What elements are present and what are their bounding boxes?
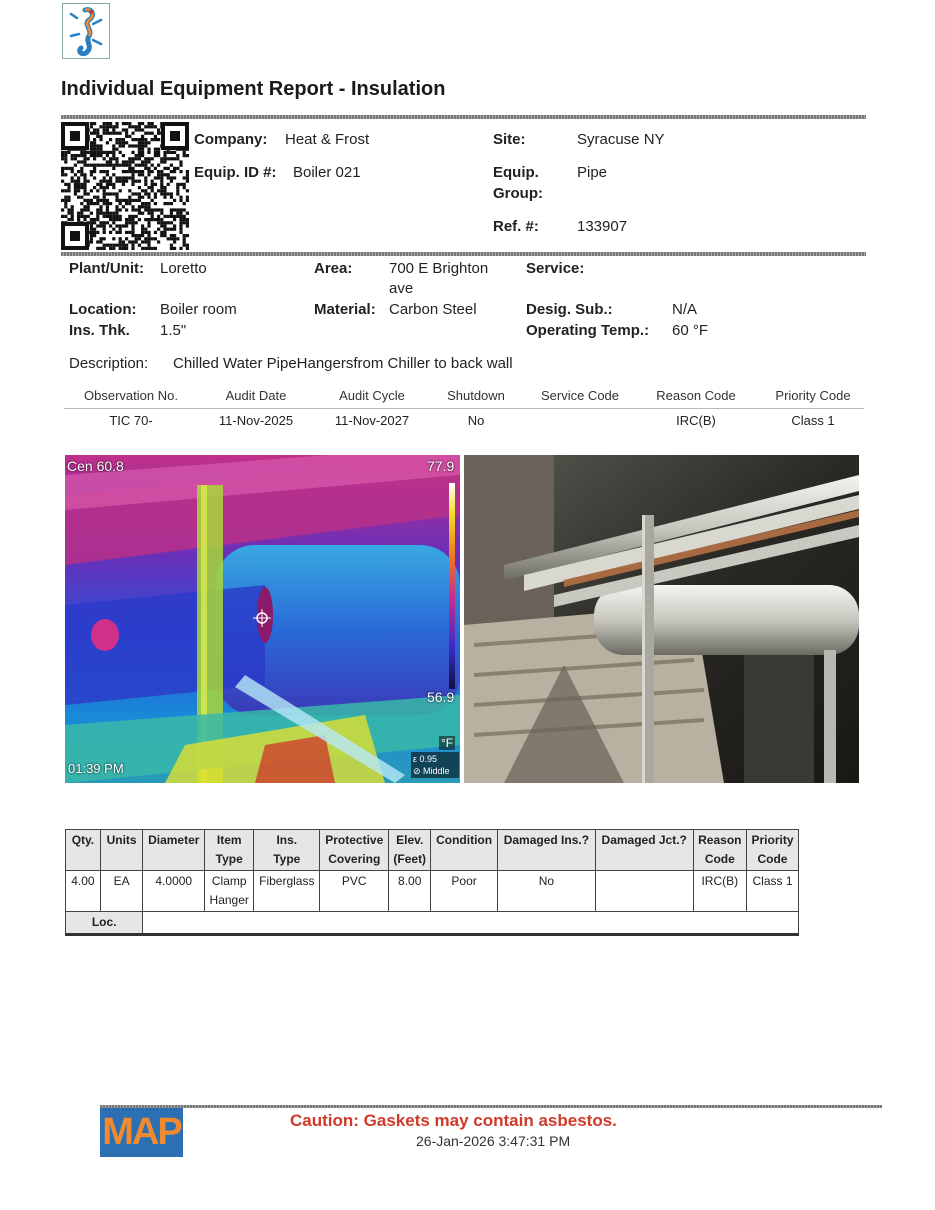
items-cell-9 [595,871,693,912]
items-header-line-1: Protective [325,833,384,847]
items-header-line-1: Priority [751,833,794,847]
items-header-line-1: Diameter [148,833,200,847]
items-header-4 [254,830,320,871]
obs-audit-cycle: 11-Nov-2027 [334,413,410,428]
obs-reason-code: IRC(B) [676,413,716,428]
equip-id-value: Boiler 021 [293,164,361,181]
items-cell-value: 4.00 [71,874,95,888]
items-header-line-2: Code [704,852,735,866]
equip-group-label: Equip. [493,164,539,181]
ref-value: 133907 [577,218,628,235]
caution-text: Caution: Gaskets may contain asbestos. [290,1111,617,1130]
obs-header-shutdown: Shutdown [447,388,505,403]
thermal-time: 01:39 PM [68,761,124,776]
items-header-line-2 [599,850,690,869]
obs-header-service-code: Service Code [540,388,620,403]
items-cell-4 [254,871,320,912]
items-header-1 [100,830,142,871]
thermal-emissivity: ε 0.95 [413,754,438,764]
items-cell-0 [66,871,101,912]
area-value: 700 E Brighton [389,260,489,277]
obs-divider [64,408,864,409]
items-cell-7 [431,871,498,912]
thermal-max-temp: 77.9 [427,458,455,474]
equip-id-label: Equip. ID #: [194,164,277,181]
plant-label: Plant/Unit: [69,260,144,277]
items-cell-value: Poor [451,874,477,888]
items-header-0 [66,830,101,871]
items-header-line-2: Covering [328,852,381,866]
items-cell-11 [746,871,798,912]
thermal-unit: °F [441,736,454,750]
items-cell-10 [693,871,746,912]
items-header-line-1: Reason [698,833,742,847]
items-cell-2 [143,871,205,912]
items-cell-value: Clamp [211,874,247,888]
items-header-line-2: Code [757,852,788,866]
items-header-2 [143,830,205,871]
items-cell-6 [389,871,431,912]
items-header-line-2 [434,850,494,869]
items-cell-value: IRC(B) [701,874,739,888]
obs-header-reason-code: Reason Code [656,388,736,403]
items-cell-value: Class 1 [752,874,793,888]
header-rule-bottom [61,252,866,256]
items-header-10 [693,830,746,871]
loc-value [143,912,799,935]
footer-rule [100,1105,882,1108]
map-logo: MAP [100,1108,183,1157]
items-header-line-1: Condition [436,833,493,847]
area-label: Area: [314,260,353,277]
items-header-line-1: Item [216,833,242,847]
thermal-image [65,455,460,783]
items-header-line-2: Type [273,852,301,866]
thermal-mode: ⊘ Middle [413,766,450,776]
ref-label: Ref. #: [493,218,539,235]
description-label: Description: [69,355,149,372]
location-label: Location: [69,301,137,318]
site-label: Site: [493,131,526,148]
description-value: Chilled Water PipeHangersfrom Chiller to back wall [173,355,513,372]
report-title: Individual Equipment Report - Insulation [61,78,446,100]
company-value: Heat & Frost [285,131,370,148]
items-header-line-2: Type [215,852,243,866]
equip-group-value: Pipe [577,164,608,181]
table-row [66,871,799,912]
obs-header-audit-cycle: Audit Cycle [339,388,405,403]
items-cell-value-2: Hanger [209,893,249,907]
equipment-photo [464,455,859,783]
area-value-2: ave [389,280,414,297]
items-header-3 [205,830,254,871]
obs-audit-date: 11-Nov-2025 [218,413,294,428]
items-cell-1 [100,871,142,912]
desig-sub-label: Desig. Sub.: [526,301,613,318]
operating-temp-value: 60 °F [672,322,709,339]
items-cell-value: Fiberglass [259,874,315,888]
items-header-line-2: (Feet) [393,852,427,866]
items-header-9 [595,830,693,871]
thermal-center-temp: Cen 60.8 [67,458,124,474]
material-label: Material: [314,301,376,318]
items-header-line-2 [146,850,201,869]
company-logo [62,3,110,59]
desig-sub-value: N/A [672,301,698,318]
items-header-8 [497,830,595,871]
items-header-line-1: Ins. [276,833,298,847]
operating-temp-label: Operating Temp.: [526,322,650,339]
items-header-5 [320,830,389,871]
items-table-header-row [66,830,799,871]
obs-priority-code: Class 1 [791,413,835,428]
loc-label: Loc. [66,912,143,935]
items-cell-value: 8.00 [398,874,422,888]
loc-row [66,912,799,935]
items-header-line-2 [501,850,592,869]
items-header-line-1: Units [106,833,137,847]
items-header-line-1: Elev. [396,833,424,847]
items-header-7 [431,830,498,871]
items-header-line-1: Damaged Ins.? [503,833,590,847]
items-cell-value: PVC [341,874,367,888]
items-header-line-2 [69,850,97,869]
qr-code [61,122,189,250]
ins-thk-label: Ins. Thk. [69,322,130,339]
service-label: Service: [526,260,585,277]
header-rule-top [61,115,866,119]
items-cell-8 [497,871,595,912]
location-value: Boiler room [160,301,237,318]
items-header-11 [746,830,798,871]
obs-header-audit-date: Audit Date [225,388,287,403]
equip-group-label-2: Group: [493,185,543,202]
items-header-line-1: Damaged Jct.? [601,833,687,847]
items-cell-5 [320,871,389,912]
items-table [65,829,799,936]
obs-header-priority-code: Priority Code [775,388,851,403]
items-header-line-1: Qty. [71,833,95,847]
obs-header-observation-no: Observation No. [84,388,178,403]
thermal-min-temp: 56.9 [427,689,455,705]
plant-value: Loretto [160,260,207,277]
items-cell-value: No [538,874,555,888]
items-cell-3 [205,871,254,912]
company-label: Company: [194,131,268,148]
site-value: Syracuse NY [577,131,665,148]
obs-observation-no: TIC 70- [109,413,153,428]
obs-shutdown: No [467,413,485,428]
material-value: Carbon Steel [389,301,477,318]
items-cell-value: EA [113,874,130,888]
items-header-6 [389,830,431,871]
print-timestamp: 26-Jan-2026 3:47:31 PM [416,1133,571,1149]
items-header-line-2 [104,850,139,869]
ins-thk-value: 1.5" [160,322,187,339]
items-cell-value: 4.0000 [155,874,193,888]
thermal-settings-box [411,752,459,778]
gecko-icon [63,4,109,58]
